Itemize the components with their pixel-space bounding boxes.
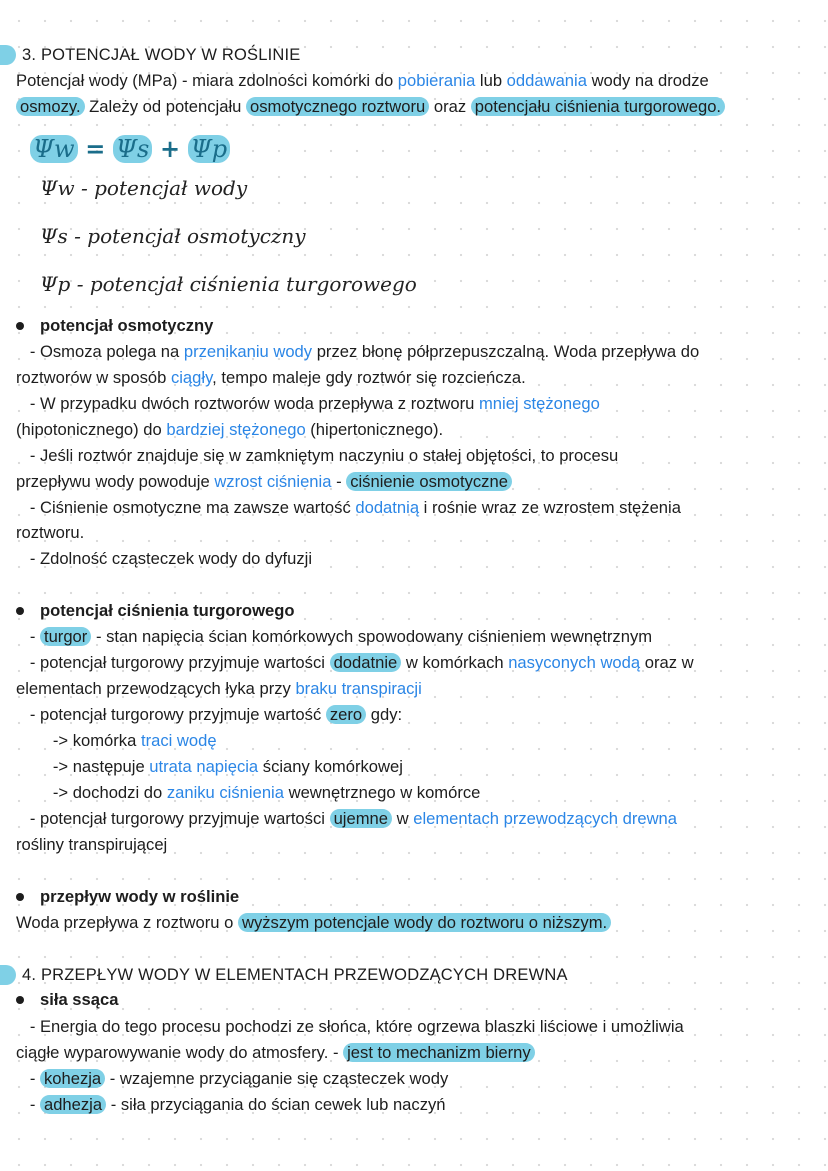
text: roztworu. [16, 523, 85, 542]
blue-term: dodatnią [355, 498, 420, 517]
highlighted-term: wyższym potencjale wody do roztworu o niższym. [238, 913, 611, 932]
text: - [16, 1095, 40, 1114]
text: ciągłe wyparowywanie wody do atmosfery. - [16, 1043, 344, 1062]
bullet-icon [16, 322, 24, 330]
text-line [16, 445, 618, 467]
text: przez błonę półprzepuszczalną. Woda przepływa do [312, 342, 700, 361]
text: , tempo maleje gdy roztwór się rozcieńcza. [212, 368, 526, 387]
text: - [331, 472, 347, 491]
bullet-heading [40, 989, 118, 1011]
text-line [16, 730, 217, 752]
psi-s: Ψs [113, 135, 152, 163]
psi-w: Ψw [30, 135, 78, 163]
blue-term: traci wodę [140, 731, 217, 750]
text: (hipotonicznego) do [16, 420, 167, 439]
text: - potencjał turgorowy przyjmuje wartość [16, 705, 326, 724]
text: - siła przyciągania do ścian cewek lub naczyń [106, 1095, 446, 1114]
formula [30, 134, 230, 163]
text: rośliny transpirującej [16, 835, 168, 854]
text-line [16, 367, 526, 389]
bullet-icon [16, 607, 24, 615]
text-line [16, 704, 402, 726]
blue-term: pobierania [397, 71, 476, 90]
text: oraz [429, 97, 471, 116]
text-line [16, 626, 652, 648]
bold-heading: siła ssąca [40, 990, 119, 1009]
highlighted-term: osmotycznego roztworu [246, 97, 429, 116]
text: w [392, 809, 414, 828]
handwritten-definition: Ψs - potencjał osmotyczny [40, 224, 306, 248]
highlighted-term: adhezja [40, 1095, 106, 1114]
text-line [16, 834, 167, 856]
text: - W przypadku dwóch roztworów woda przepływa z roztworu [16, 394, 479, 413]
bold-heading: potencjał osmotyczny [40, 316, 214, 335]
psi-p: Ψp [188, 135, 230, 163]
text: - Zdolność cząsteczek wody do dyfuzji [16, 549, 313, 568]
text-line [16, 1042, 535, 1064]
section-heading [22, 44, 301, 66]
bullet-heading [40, 315, 213, 337]
blue-term: braku transpiracji [295, 679, 422, 698]
text: - potencjał turgorowy przyjmuje wartości [16, 809, 330, 828]
highlighted-term: dodatnie [330, 653, 402, 672]
text: Woda przepływa z roztworu o [16, 913, 238, 932]
bold-heading: przepływ wody w roślinie [40, 887, 240, 906]
text: - potencjał turgorowy przyjmuje wartości [16, 653, 330, 672]
text: 4. PRZEPŁYW WODY W ELEMENTACH PRZEWODZĄCYCH DREWNA [22, 966, 568, 984]
highlighted-term: turgor [40, 627, 91, 646]
text-line [16, 96, 725, 118]
blue-term: przenikaniu wody [183, 342, 313, 361]
text: roztworów w sposób [16, 368, 171, 387]
text: - stan napięcia ścian komórkowych spowodowany ciśnieniem wewnętrznym [91, 627, 653, 646]
text-line [16, 1094, 446, 1116]
bullet-icon [16, 893, 24, 901]
equals-sign: = [85, 134, 106, 163]
text-line [16, 912, 611, 934]
text: (hipertonicznego). [305, 420, 444, 439]
highlighted-term: jest to mechanizm bierny [343, 1043, 535, 1062]
text: - Energia do tego procesu pochodzi ze słońca, które ogrzewa blaszki liściowe i umożliwia [16, 1017, 684, 1036]
text: wewnętrznego w komórce [283, 783, 481, 802]
text-line [16, 419, 443, 441]
plus-sign: + [160, 134, 181, 163]
text-line [16, 497, 681, 519]
text-line [16, 548, 312, 570]
bullet-heading [40, 886, 239, 908]
text: -> następuje [16, 757, 150, 776]
blue-term: elementach przewodzących drewna [413, 809, 678, 828]
text-line [16, 522, 84, 544]
blue-term: bardziej stężonego [166, 420, 306, 439]
text-line [16, 756, 403, 778]
text-line [16, 1016, 684, 1038]
handwritten-definition: Ψp - potencjał ciśnienia turgorowego [40, 272, 417, 296]
text: oraz w [640, 653, 694, 672]
text: -> komórka [16, 731, 141, 750]
text: Potencjał wody (MPa) - miara zdolności komórki do [16, 71, 398, 90]
text-line [16, 782, 480, 804]
text: - Osmoza polega na [16, 342, 184, 361]
text-line [16, 341, 699, 363]
blue-term: ciągły [170, 368, 213, 387]
highlighted-term: zero [326, 705, 366, 724]
blue-term: mniej stężonego [478, 394, 600, 413]
text: 3. POTENCJAŁ WODY W ROŚLINIE [22, 46, 301, 64]
text: - [16, 627, 40, 646]
text-line [16, 393, 600, 415]
blue-term: wzrost ciśnienia [214, 472, 332, 491]
text: lub [475, 71, 507, 90]
text: Zależy od potencjału [84, 97, 246, 116]
text-line [16, 808, 677, 830]
text: w komórkach [401, 653, 509, 672]
blue-term: zaniku ciśnienia [166, 783, 284, 802]
blue-term: utrata napięcia [149, 757, 259, 776]
highlighted-term: ujemne [330, 809, 392, 828]
text: ściany komórkowej [258, 757, 403, 776]
text: - [16, 1069, 40, 1088]
text-line [16, 70, 709, 92]
blue-term: oddawania [506, 71, 587, 90]
bullet-icon [16, 996, 24, 1004]
bullet-heading [40, 600, 294, 622]
section-marker [0, 965, 16, 985]
text: - Jeśli roztwór znajduje się w zamkniętym naczyniu o stałej objętości, to procesu [16, 446, 619, 465]
text-line [16, 652, 694, 674]
text-line [16, 678, 422, 700]
text: elementach przewodzących łyka przy [16, 679, 296, 698]
text: wody na drodze [586, 71, 709, 90]
highlighted-term: ciśnienie osmotyczne [346, 472, 512, 491]
text-line [16, 1068, 448, 1090]
bold-heading: potencjał ciśnienia turgorowego [40, 601, 295, 620]
text: gdy: [366, 705, 403, 724]
handwritten-definition: Ψw - potencjał wody [40, 176, 248, 200]
text: -> dochodzi do [16, 783, 167, 802]
highlighted-term: kohezja [40, 1069, 105, 1088]
text: - Ciśnienie osmotyczne ma zawsze wartość [16, 498, 356, 517]
blue-term: nasyconych wodą [508, 653, 641, 672]
section-marker [0, 45, 16, 65]
text-line [16, 471, 512, 493]
highlighted-term: potencjału ciśnienia turgorowego. [471, 97, 725, 116]
text: - wzajemne przyciąganie się cząsteczek wody [105, 1069, 449, 1088]
text: i rośnie wraz ze wzrostem stężenia [419, 498, 681, 517]
section-heading [22, 964, 568, 986]
text: przepływu wody powoduje [16, 472, 215, 491]
highlighted-term: osmozy. [16, 97, 85, 116]
